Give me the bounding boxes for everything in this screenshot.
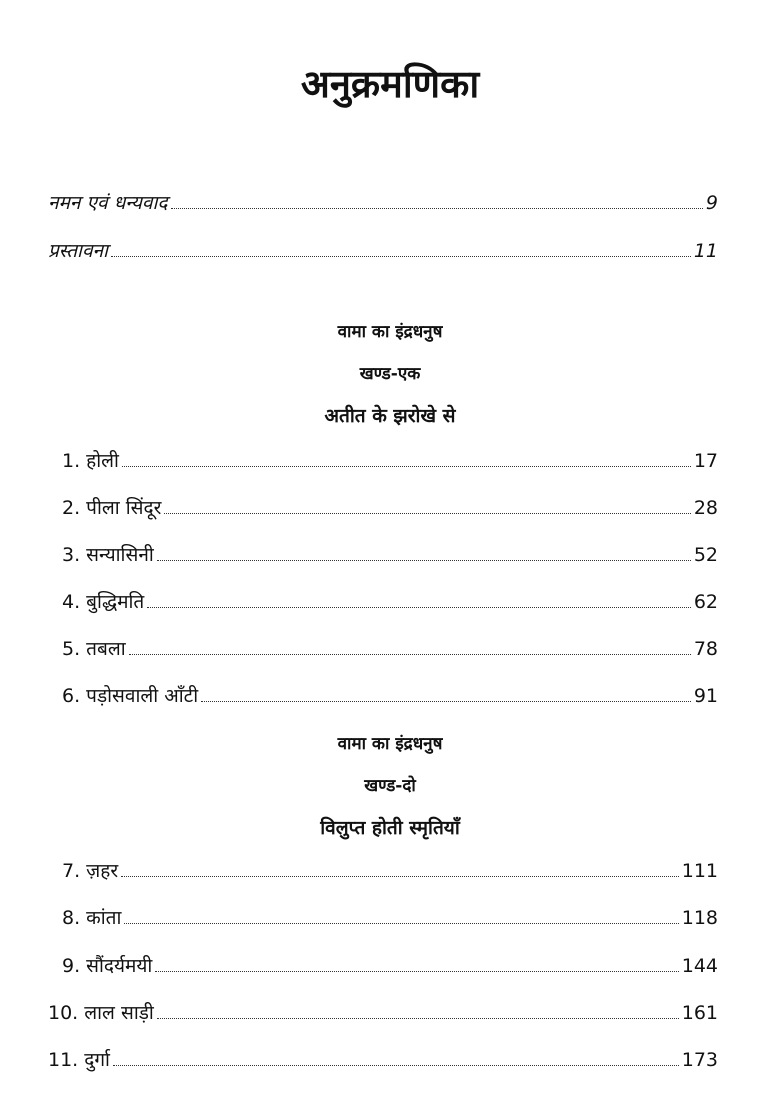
toc-entry[interactable] [62, 446, 718, 476]
dot-leader [121, 876, 679, 877]
toc-entry-page: 173 [681, 1049, 718, 1071]
dot-leader [147, 607, 691, 608]
toc-entry-label: 3. सन्यासिनी [62, 544, 154, 566]
section-subtitle: अतीत के झरोखे से [324, 405, 456, 427]
toc-entry-label: 1. होली [62, 450, 119, 472]
dot-leader [113, 1065, 679, 1066]
toc-entry[interactable] [62, 634, 718, 664]
toc-entry[interactable] [62, 493, 718, 523]
toc-entry[interactable] [62, 951, 718, 981]
toc-entry-acknowledgements[interactable] [48, 188, 718, 218]
section-subtitle: विलुप्त होती स्मृतियाँ [320, 817, 460, 839]
toc-entry[interactable] [62, 540, 718, 570]
dot-leader [171, 208, 703, 209]
toc-entry-page: 111 [681, 860, 718, 882]
toc-entry[interactable] [62, 681, 718, 711]
toc-entry-label: 11. दुर्गा [48, 1049, 110, 1071]
toc-entry[interactable] [62, 587, 718, 617]
toc-entry-page: 11 [693, 240, 718, 262]
section-part-title: खण्ड-दो [364, 776, 416, 796]
dot-leader [129, 654, 691, 655]
dot-leader [157, 560, 691, 561]
toc-entry-label: 8. कांता [62, 907, 122, 929]
dot-leader [157, 1018, 679, 1019]
toc-entry-label: 6. पड़ोसवाली आँटी [62, 685, 199, 707]
toc-entry-page: 62 [693, 591, 718, 613]
page-title: अनुक्रमणिका [300, 62, 480, 106]
toc-entry-label: 10. लाल साड़ी [48, 1002, 154, 1024]
toc-entry-page: 17 [693, 450, 718, 472]
dot-leader [122, 466, 691, 467]
dot-leader [164, 513, 690, 514]
toc-entry-label: प्रस्तावना [48, 240, 108, 262]
dot-leader [201, 701, 691, 702]
toc-entry[interactable] [62, 856, 718, 886]
toc-entry-label: 2. पीला सिंदूर [62, 497, 162, 519]
section-book-title: वामा का इंद्रधनुष [337, 322, 443, 342]
toc-entry-page: 52 [693, 544, 718, 566]
toc-entry-page: 91 [693, 685, 718, 707]
toc-entry-page: 78 [693, 638, 718, 660]
toc-entry[interactable] [48, 998, 718, 1028]
toc-entry-page: 118 [681, 907, 718, 929]
toc-entry-label: 9. सौंदर्यमयी [62, 955, 153, 977]
dot-leader [155, 971, 678, 972]
toc-entry[interactable] [48, 1045, 718, 1075]
section-part-title: खण्ड-एक [359, 364, 421, 384]
toc-entry-page: 144 [681, 955, 718, 977]
toc-entry-page: 9 [705, 192, 718, 214]
toc-entry-label: नमन एवं धन्यवाद [48, 192, 168, 214]
toc-entry[interactable] [62, 903, 718, 933]
toc-entry-label: 5. तबला [62, 638, 126, 660]
toc-entry-preface[interactable] [48, 236, 718, 266]
section-book-title: वामा का इंद्रधनुष [337, 734, 443, 754]
toc-entry-label: 4. बुद्धिमति [62, 591, 145, 613]
toc-entry-label: 7. ज़हर [62, 860, 119, 882]
toc-entry-page: 161 [681, 1002, 718, 1024]
dot-leader [124, 923, 678, 924]
dot-leader [111, 256, 691, 257]
toc-entry-page: 28 [693, 497, 718, 519]
